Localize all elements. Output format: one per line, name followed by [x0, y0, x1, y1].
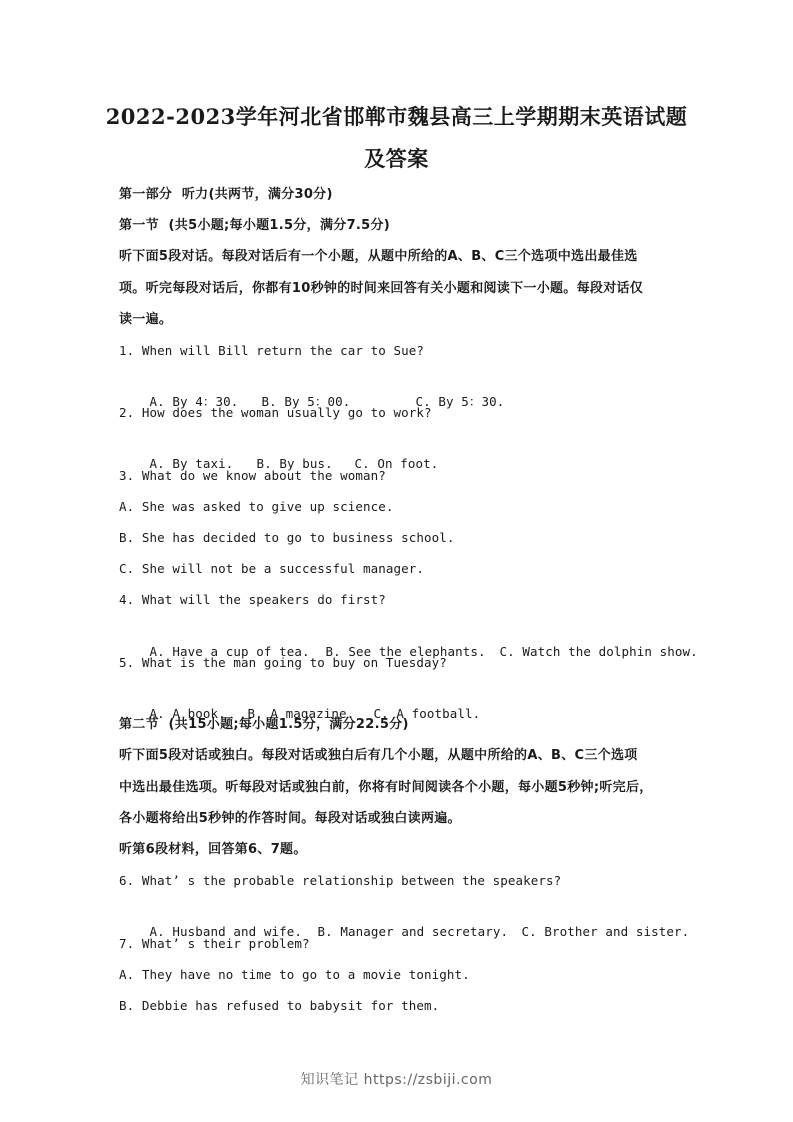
- section2-heading: 第二节 (共15小题;每小题1.5分，满分22.5分): [119, 717, 409, 732]
- option-c: C. On foot.: [354, 456, 439, 471]
- option-c: C. A football.: [373, 706, 481, 721]
- option-c: C. Brother and sister.: [521, 924, 690, 939]
- section1-heading: 第一节 (共5小题;每小题1.5分，满分7.5分): [119, 218, 391, 233]
- question-4: 4. What will the speakers do first?: [119, 592, 386, 607]
- option-c: C. By 5：30.: [415, 394, 505, 409]
- option-a: A. A book.: [149, 706, 226, 721]
- section1-instruction-line: 听下面5段对话。每段对话后有一个小题，从题中所给的A、B、C三个选项中选出最佳选: [119, 249, 638, 264]
- question-6: 6. What’ s the probable relationship between the speakers?: [119, 873, 562, 888]
- question-3-option-c: C. She will not be a successful manager.: [119, 561, 425, 576]
- option-b: B. By 5：00.: [261, 394, 351, 409]
- section1-instruction-line: 读一遍。: [119, 312, 173, 327]
- option-a: A. Husband and wife.: [149, 924, 303, 939]
- option-a: A. By taxi.: [149, 456, 234, 471]
- document-title-continued: 及答案: [364, 146, 429, 171]
- question-3-option-b: B. She has decided to go to business school.: [119, 530, 455, 545]
- question-3-option-a: A. She was asked to give up science.: [119, 499, 394, 514]
- option-b: B. Manager and secretary.: [317, 924, 509, 939]
- question-1: 1. When will Bill return the car to Sue?: [119, 343, 425, 358]
- document-title: 2022-2023学年河北省邯郸市魏县高三上学期期末英语试题: [105, 104, 688, 129]
- option-a: A. By 4：30.: [149, 394, 239, 409]
- material6-heading: 听第6段材料，回答第6、7题。: [119, 842, 307, 857]
- option-b: B. By bus.: [256, 456, 333, 471]
- option-b: B. See the elephants.: [325, 644, 486, 659]
- question-3: 3. What do we know about the woman?: [119, 468, 386, 483]
- option-a: A. Have a cup of tea.: [149, 644, 310, 659]
- question-5: 5. What is the man going to buy on Tuesday?: [119, 655, 447, 670]
- question-5-options: [119, 684, 480, 744]
- question-2: 2. How does the woman usually go to work?: [119, 405, 432, 420]
- section2-instruction-line: 中选出最佳选项。听每段对话或独白前，你将有时间阅读各个小题，每小题5秒钟;听完后，: [119, 780, 653, 795]
- option-b: B. A magazine.: [247, 706, 355, 721]
- section2-instruction-line: 各小题将给出5秒钟的作答时间。每段对话或独白读两遍。: [119, 811, 461, 826]
- question-7-option-b: B. Debbie has refused to babysit for them.: [119, 998, 440, 1013]
- question-7: 7. What’ s their problem?: [119, 936, 310, 951]
- option-c: C. Watch the dolphin show.: [499, 644, 698, 659]
- footer-watermark: 知识笔记 https://zsbiji.com: [300, 1072, 493, 1088]
- question-7-option-a: A. They have no time to go to a movie tonight.: [119, 967, 470, 982]
- part1-heading: 第一部分 听力(共两节，满分30分): [119, 187, 333, 202]
- section2-instruction-line: 听下面5段对话或独白。每段对话或独白后有几个小题，从题中所给的A、B、C三个选项: [119, 748, 638, 763]
- section1-instruction-line: 项。听完每段对话后，你都有10秒钟的时间来回答有关小题和阅读下一小题。每段对话仅: [119, 281, 644, 296]
- question-1-options: [119, 372, 504, 432]
- question-4-options: [119, 622, 698, 682]
